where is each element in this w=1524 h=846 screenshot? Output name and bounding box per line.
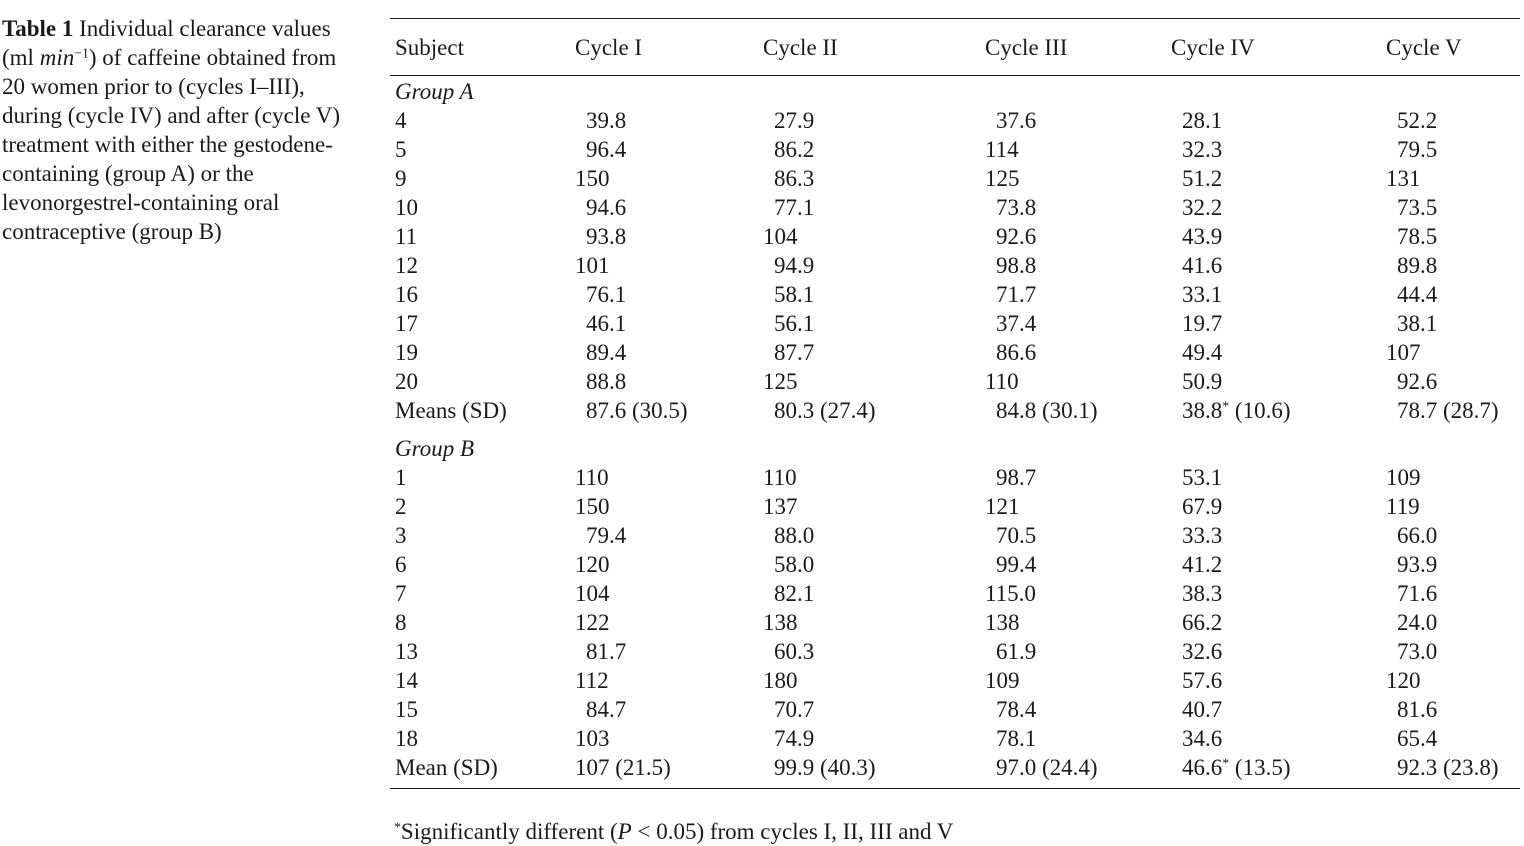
cycle-5-cell: 65.4: [1397, 726, 1438, 751]
summary-cycle-1: 107 (21.5): [575, 755, 671, 780]
bottom-spacer: [390, 782, 1520, 789]
subject-cell: 18: [395, 726, 418, 751]
cycle-1-cell: 81.7: [586, 639, 627, 664]
subject-cell: 7: [395, 581, 407, 606]
summary-cycle-4-value: 46.6: [1182, 755, 1223, 780]
cycle-5-cell: 119: [1386, 494, 1420, 519]
summary-cycle-4-value: 38.8: [1182, 398, 1223, 423]
cycle-5-cell: 73.5: [1397, 195, 1438, 220]
table-footnote: [394, 817, 953, 846]
table-row: [390, 222, 1520, 251]
data-table-wrapper: [390, 18, 1520, 789]
cycle-3-cell: 78.1: [996, 726, 1037, 751]
table-row: [390, 637, 1520, 666]
cycle-3-cell: 98.8: [996, 253, 1037, 278]
header-cycle-3: Cycle III: [985, 35, 1068, 60]
cycle-3-cell: 78.4: [996, 697, 1037, 722]
cycle-2-cell: 110: [763, 465, 797, 490]
cycle-5-cell: 89.8: [1397, 253, 1438, 278]
cycle-2-cell: 87.7: [774, 340, 815, 365]
cycle-3-cell: 73.8: [996, 195, 1037, 220]
cycle-5-cell: 71.6: [1397, 581, 1438, 606]
cycle-4-cell: 19.7: [1182, 311, 1223, 336]
footnote-p-symbol: P: [617, 819, 632, 844]
table-row: [390, 579, 1520, 608]
cycle-4-cell: 57.6: [1182, 668, 1223, 693]
cycle-1-cell: 84.7: [586, 697, 627, 722]
clearance-table: [390, 19, 1520, 789]
footnote-mark: *: [394, 819, 401, 835]
summary-cycle-4: [1155, 396, 1370, 425]
cycle-5-cell: 79.5: [1397, 137, 1438, 162]
table-row: [390, 135, 1520, 164]
cycle-2-cell: 70.7: [774, 697, 815, 722]
subject-cell: 14: [395, 668, 418, 693]
cycle-4-cell: 41.6: [1182, 253, 1223, 278]
cycle-1-cell: 39.8: [586, 108, 627, 133]
cycle-3-cell: 109: [985, 668, 1020, 693]
cycle-3-cell: 121: [985, 494, 1020, 519]
table-row: [390, 164, 1520, 193]
cycle-5-cell: 109: [1386, 465, 1421, 490]
cycle-5-cell: 52.2: [1397, 108, 1438, 133]
cycle-2-cell: 58.1: [774, 282, 815, 307]
cycle-4-cell: 38.3: [1182, 581, 1223, 606]
group-heading-row: [390, 433, 1520, 463]
group-heading: Group B: [395, 436, 475, 461]
cycle-3-cell: 37.6: [996, 108, 1037, 133]
cycle-4-cell: 67.9: [1182, 494, 1223, 519]
summary-cycle-1: 87.6 (30.5): [586, 398, 688, 423]
table-row: [390, 724, 1520, 753]
table-row: [390, 492, 1520, 521]
cycle-1-cell: 150: [575, 166, 610, 191]
subject-cell: 19: [395, 340, 418, 365]
cycle-4-cell: 50.9: [1182, 369, 1223, 394]
summary-cycle-5: 78.7 (28.7): [1397, 398, 1499, 423]
footnote-text-pre: Significantly different (: [400, 819, 618, 844]
cycle-2-cell: 77.1: [774, 195, 815, 220]
cycle-5-cell: 92.6: [1397, 369, 1438, 394]
cycle-3-cell: 110: [985, 369, 1019, 394]
cycle-4-cell: 28.1: [1182, 108, 1223, 133]
cycle-2-cell: 60.3: [774, 639, 815, 664]
cycle-1-cell: 79.4: [586, 523, 627, 548]
table-row: [390, 608, 1520, 637]
summary-cycle-4-sd: (10.6): [1229, 398, 1291, 423]
subject-cell: 11: [395, 224, 418, 249]
subject-cell: 16: [395, 282, 418, 307]
cycle-5-cell: 93.9: [1397, 552, 1438, 577]
footnote-text-post: < 0.05) from cycles I, II, III and V: [631, 819, 954, 844]
cycle-2-cell: 125: [763, 369, 798, 394]
header-cycle-1: Cycle I: [575, 35, 643, 60]
subject-cell: 8: [395, 610, 407, 635]
header-subject: Subject: [395, 35, 464, 60]
caption-label: Table 1: [2, 16, 74, 41]
cycle-5-cell: 81.6: [1397, 697, 1438, 722]
summary-cycle-3: 84.8 (30.1): [996, 398, 1098, 423]
cycle-2-cell: 74.9: [774, 726, 815, 751]
cycle-5-cell: 66.0: [1397, 523, 1438, 548]
table-row: [390, 666, 1520, 695]
summary-cycle-4: [1155, 753, 1370, 782]
caption-text-post: ) of caffeine obtained from 20 women prior to (cycles I–III), during (cycle IV) and after (cycle V) treatment with either the gestodene-containing (group A) or the levonorgestrel-containing oral contraceptive (group B): [2, 45, 341, 244]
cycle-1-cell: 46.1: [586, 311, 627, 336]
cycle-5-cell: 78.5: [1397, 224, 1438, 249]
cycle-5-cell: 38.1: [1397, 311, 1438, 336]
summary-label: Mean (SD): [395, 755, 498, 780]
cycle-3-cell: 138: [985, 610, 1020, 635]
table-row: [390, 695, 1520, 724]
group-spacer: [390, 425, 1520, 433]
group-heading: Group A: [395, 79, 474, 104]
subject-cell: 12: [395, 253, 418, 278]
summary-row: [390, 753, 1520, 782]
cycle-4-cell: 43.9: [1182, 224, 1223, 249]
cycle-3-cell: 37.4: [996, 311, 1037, 336]
cycle-4-cell: 49.4: [1182, 340, 1223, 365]
cycle-1-cell: 93.8: [586, 224, 627, 249]
header-row: [390, 19, 1520, 76]
cycle-4-cell: 51.2: [1182, 166, 1223, 191]
cycle-1-cell: 94.6: [586, 195, 627, 220]
cycle-5-cell: 73.0: [1397, 639, 1438, 664]
cycle-4-cell: 32.6: [1182, 639, 1223, 664]
cycle-1-cell: 112: [575, 668, 609, 693]
table-row: [390, 280, 1520, 309]
cycle-4-cell: 66.2: [1182, 610, 1223, 635]
table-row: [390, 367, 1520, 396]
cycle-1-cell: 120: [575, 552, 610, 577]
cycle-4-cell: 40.7: [1182, 697, 1223, 722]
caption-text-pre: Individual clearance values (ml: [2, 16, 331, 70]
cycle-5-cell: 107: [1386, 340, 1421, 365]
table-row: [390, 338, 1520, 367]
subject-cell: 5: [395, 137, 407, 162]
subject-cell: 1: [395, 465, 407, 490]
subject-cell: 20: [395, 369, 418, 394]
summary-cycle-3: 97.0 (24.4): [996, 755, 1098, 780]
spacer-cell: [390, 782, 1520, 789]
subject-cell: 3: [395, 523, 407, 548]
table-caption: [2, 14, 357, 246]
cycle-5-cell: 131: [1386, 166, 1421, 191]
cycle-2-cell: 88.0: [774, 523, 815, 548]
caption-unit: min: [39, 45, 75, 70]
significance-mark: *: [1222, 755, 1230, 771]
summary-cycle-5: 92.3 (23.8): [1397, 755, 1499, 780]
cycle-1-cell: 89.4: [586, 340, 627, 365]
summary-cycle-2: 99.9 (40.3): [774, 755, 876, 780]
subject-cell: 15: [395, 697, 418, 722]
table-row: [390, 309, 1520, 338]
cycle-4-cell: 34.6: [1182, 726, 1223, 751]
subject-cell: 13: [395, 639, 418, 664]
cycle-4-cell: 32.2: [1182, 195, 1223, 220]
table-row: [390, 106, 1520, 135]
subject-cell: 17: [395, 311, 418, 336]
cycle-1-cell: 104: [575, 581, 610, 606]
table-row: [390, 521, 1520, 550]
cycle-2-cell: 138: [763, 610, 798, 635]
caption-unit-exponent: −1: [74, 45, 89, 61]
summary-cycle-2: 80.3 (27.4): [774, 398, 876, 423]
header-cycle-4: Cycle IV: [1171, 35, 1255, 60]
cycle-1-cell: 96.4: [586, 137, 627, 162]
cycle-5-cell: 24.0: [1397, 610, 1438, 635]
cycle-2-cell: 180: [763, 668, 798, 693]
cycle-1-cell: 103: [575, 726, 610, 751]
group-heading-row: [390, 76, 1520, 107]
table-row: [390, 251, 1520, 280]
cycle-4-cell: 41.2: [1182, 552, 1223, 577]
cycle-3-cell: 99.4: [996, 552, 1037, 577]
cycle-3-cell: 70.5: [996, 523, 1037, 548]
cycle-2-cell: 137: [763, 494, 798, 519]
table-body: [390, 76, 1520, 789]
cycle-3-cell: 125: [985, 166, 1020, 191]
cycle-5-cell: 44.4: [1397, 282, 1438, 307]
cycle-1-cell: 101: [575, 253, 610, 278]
summary-cycle-4-sd: (13.5): [1229, 755, 1291, 780]
cycle-2-cell: 56.1: [774, 311, 815, 336]
subject-cell: 2: [395, 494, 407, 519]
cycle-5-cell: 120: [1386, 668, 1421, 693]
cycle-1-cell: 76.1: [586, 282, 627, 307]
cycle-3-cell: 61.9: [996, 639, 1037, 664]
subject-cell: 4: [395, 108, 407, 133]
cycle-4-cell: 33.1: [1182, 282, 1223, 307]
cycle-2-cell: 82.1: [774, 581, 815, 606]
cycle-3-cell: 114: [985, 137, 1019, 162]
cycle-1-cell: 88.8: [586, 369, 627, 394]
cycle-4-cell: 33.3: [1182, 523, 1223, 548]
cycle-3-cell: 92.6: [996, 224, 1037, 249]
subject-cell: 10: [395, 195, 418, 220]
cycle-4-cell: 32.3: [1182, 137, 1223, 162]
cycle-2-cell: 86.3: [774, 166, 815, 191]
header-cycle-5: Cycle V: [1386, 35, 1462, 60]
table-row: [390, 550, 1520, 579]
cycle-3-cell: 115.0: [985, 581, 1036, 606]
cycle-2-cell: 58.0: [774, 552, 815, 577]
table-row: [390, 193, 1520, 222]
cycle-2-cell: 86.2: [774, 137, 815, 162]
cycle-3-cell: 71.7: [996, 282, 1037, 307]
cycle-2-cell: 94.9: [774, 253, 815, 278]
subject-cell: 9: [395, 166, 407, 191]
significance-mark: *: [1222, 398, 1230, 414]
cycle-1-cell: 122: [575, 610, 610, 635]
cycle-4-cell: 53.1: [1182, 465, 1223, 490]
header-cycle-2: Cycle II: [763, 35, 838, 60]
cycle-2-cell: 27.9: [774, 108, 815, 133]
summary-row: [390, 396, 1520, 425]
table-row: [390, 463, 1520, 492]
cycle-2-cell: 104: [763, 224, 798, 249]
cycle-3-cell: 86.6: [996, 340, 1037, 365]
spacer-cell: [390, 425, 1520, 433]
summary-label: Means (SD): [395, 398, 507, 423]
cycle-1-cell: 110: [575, 465, 609, 490]
subject-cell: 6: [395, 552, 407, 577]
cycle-1-cell: 150: [575, 494, 610, 519]
cycle-3-cell: 98.7: [996, 465, 1037, 490]
